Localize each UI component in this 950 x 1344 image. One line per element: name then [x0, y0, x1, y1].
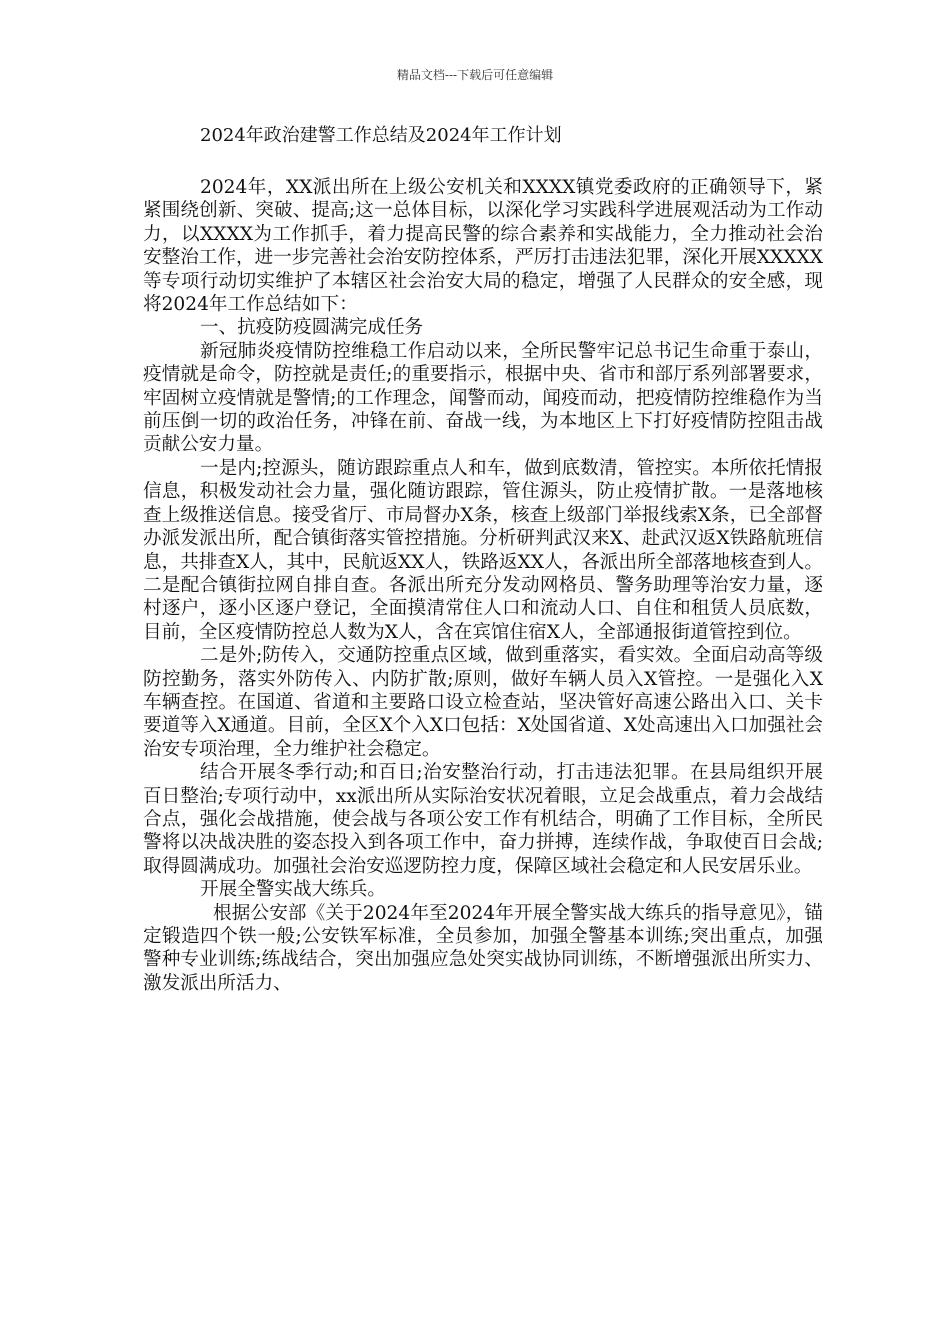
paragraph: 一是内;控源头，随访跟踪重点人和车，做到底数清，管控实。本所依托情报信息，积极发动社会力量，强化随访跟踪，管住源头，防止疫情扩散。一是落地核查上级推送信息。接受省厅、市局督办X条，核查上级部门举报线索X条，已全部督办派发派出所，配合镇街落实管控措施。分析研判武汉来X、赴武汉返X铁路航班信息，共排查X人，其中，民航返XX人，铁路返XX人，各派出所全部落地核查到人。二是配合镇街拉网自排自查。各派出所充分发动网格员、警务助理等治安力量，逐村逐户，逐小区逐户登记，全面摸清常住人口和流动人口、自住和租赁人员底数，目前，全区疫情防控总人数为X人，含在宾馆住宿X人，全部通报街道管控到位。: [143, 457, 823, 643]
section-heading: 一、抗疫防疫圆满完成任务: [200, 317, 424, 339]
paragraph: 二是外;防传入，交通防控重点区域，做到重落实，看实效。全面启动高等级防控勤务，落实外防传入、内防扩散;原则，做好车辆人员入X管控。一是强化入X车辆查控。在国道、省道和主要路口设立检查站，坚决管好高速公路出入口、关卡要道等入X通道。目前，全区X个入X口包括：X处国省道、X处高速出入口加强社会治安专项治理，全力维护社会稳定。: [143, 645, 823, 760]
paragraph: 结合开展冬季行动;和百日;治安整治行动，打击违法犯罪。在县局组织开展百日整治;专项行动中，xx派出所从实际治安状况着眼，立足会战重点，着力会战结合点，强化会战措施，使会战与各项公安工作有机结合，明确了工作目标，全所民警将以决战决胜的姿态投入到各项工作中，奋力拼搏，连续作战，争取使百日会战;取得圆满成功。加强社会治安巡逻防控力度，保障区域社会稳定和人民安居乐业。: [143, 762, 823, 877]
paragraph: 新冠肺炎疫情防控维稳工作启动以来，全所民警牢记总书记生命重于泰山，疫情就是命令，防控就是责任;的重要指示，根据中央、省市和部厅系列部署要求，牢固树立疫情就是警情;的工作理念，闻警而动，闻疫而动，把疫情防控维稳作为当前压倒一切的政治任务，冲锋在前、奋战一线，为本地区上下打好疫情防控阻击战贡献公安力量。: [143, 340, 823, 456]
paragraph: 根据公安部《关于2024年至2024年开展全警实战大练兵的指导意见》，锚定锻造四个铁一般;公安铁军标准，全员参加，加强全警基本训练;突出重点，加强警种专业训练;练战结合，突出加强应急处突实战协同训练，不断增强派出所实力、激发派出所活力、: [143, 902, 823, 994]
paragraph-intro: 2024年，XX派出所在上级公安机关和XXXX镇党委政府的正确领导下，紧紧围绕创新、突破、提高;这一总体目标，以深化学习实践科学进展观活动为工作动力，以XXXX为工作抓手，着力提高民警的综合素养和实战能力，全力推动社会治安整治工作，进一步完善社会治安防控体系，严厉打击违法犯罪，深化开展XXXXX等专项行动切实维护了本辖区社会治安大局的稳定，增强了人民群众的安全感，现将2024年工作总结如下：: [143, 177, 823, 316]
document-body: [143, 176, 823, 995]
document-title: 2024年政治建警工作总结及2024年工作计划: [200, 125, 562, 146]
page-header: 精品文档---下载后可任意编辑: [396, 68, 554, 82]
subsection-heading: 开展全警实战大练兵。: [200, 879, 386, 901]
